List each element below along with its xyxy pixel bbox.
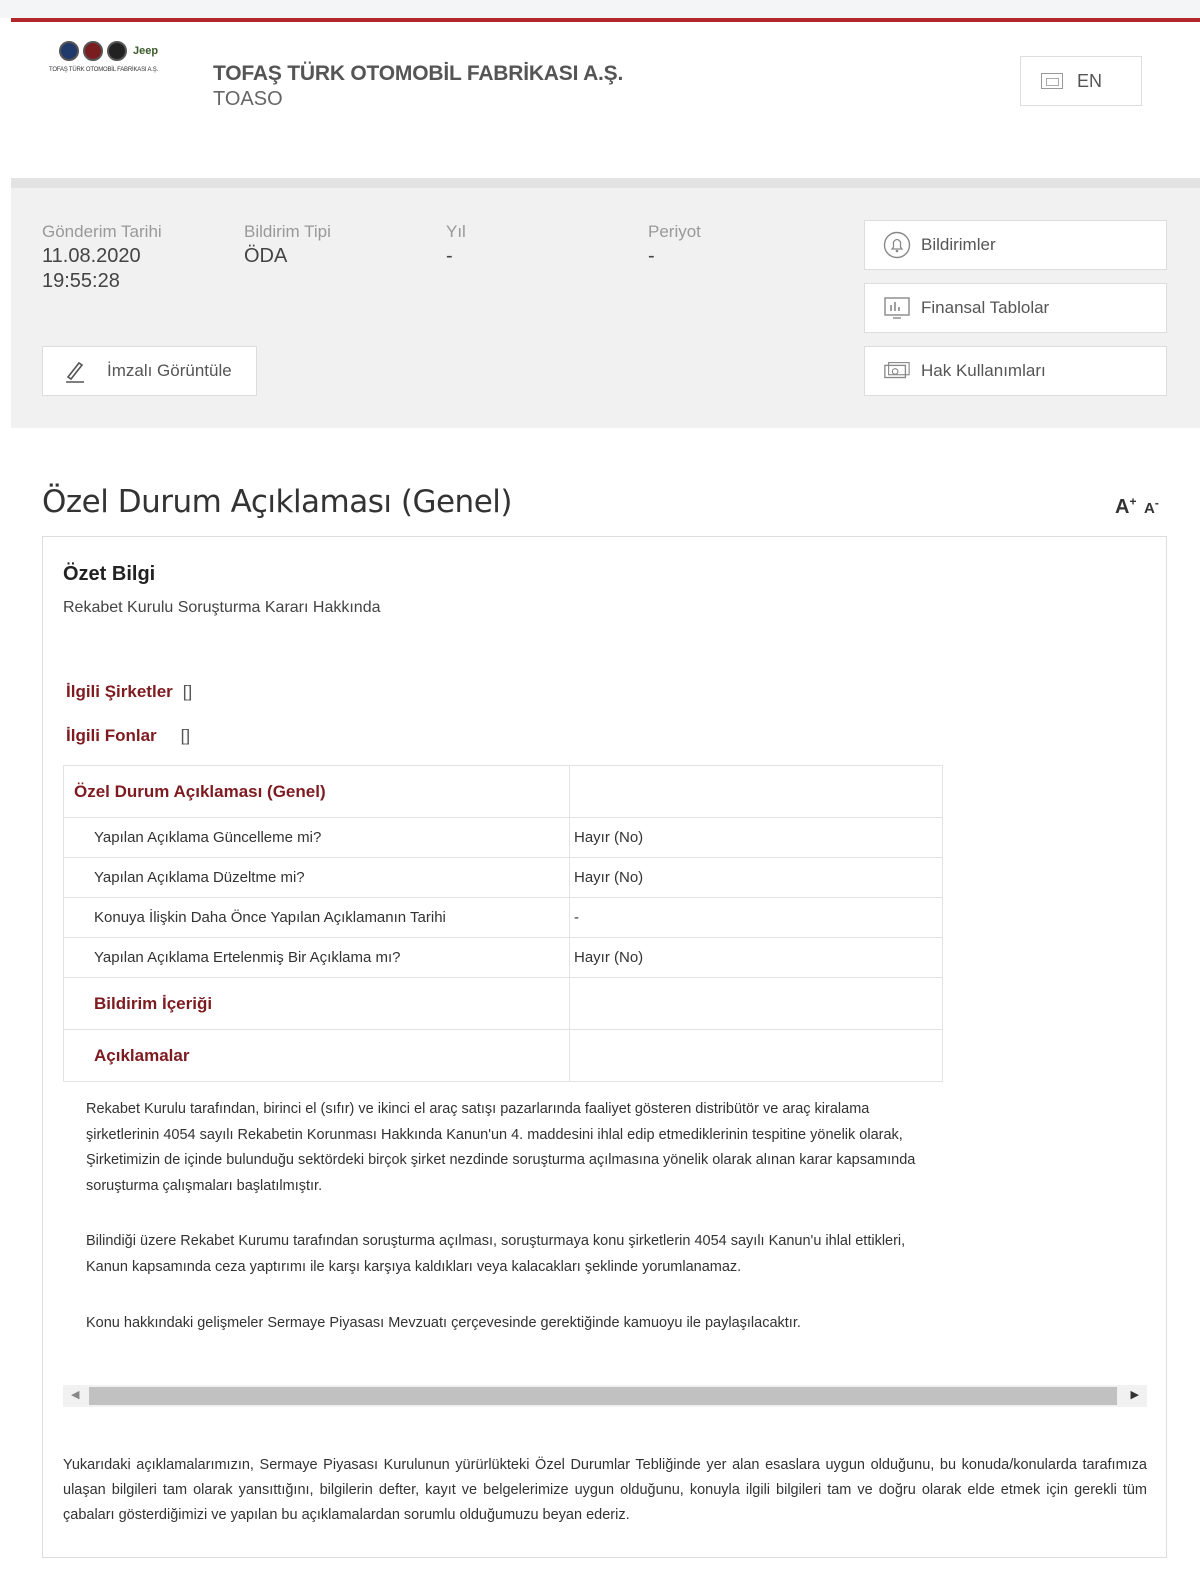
brand-logo-icon: [59, 41, 79, 61]
table-row: [64, 978, 943, 1030]
body-paragraph: Bilindiği üzere Rekabet Kurumu tarafından soruşturma açılması, soruşturmaya konu şirketlerin 4054 sayılı Kanun'u ihlal ettikleri, Kanun kapsamında ceza yaptırımı ile karşı karşıya kaldıkları veya kalacakları şeklinde yorumlanamaz.: [86, 1233, 906, 1275]
row-value: Hayır (No): [570, 818, 943, 858]
content-header: Bildirim İçeriği: [64, 978, 570, 1030]
row-label: Yapılan Açıklama Güncelleme mi?: [64, 818, 570, 858]
view-signed-button[interactable]: [42, 346, 257, 396]
view-signed-label: İmzalı Görüntüle: [107, 361, 232, 380]
explanations-header: Açıklamalar: [64, 1030, 570, 1082]
body-paragraph: Rekabet Kurulu tarafından, birinci el (sıfır) ve ikinci el araç satışı pazarlarında faaliyet gösteren distribütör ve araç kiralama şirketlerinin 4054 sayılı Rekabetin Korunması Hakkında Kanun'un 4. maddesini ihlal edip etmediklerinin tespitine yönelik olarak, Şirketimizin de içinde bulunduğu sektördeki birçok şirket nezdinde soruşturma açılmasına yönelik olarak alınan karar kapsamında soruşturma çalışmaları başlatılmıştır.: [86, 1101, 916, 1194]
send-date-label: Gönderim Tarihi: [42, 222, 162, 241]
disclosure-info-bar: [11, 178, 1200, 428]
row-value: -: [570, 898, 943, 938]
notification-type-label: Bildirim Tipi: [244, 222, 331, 241]
disclosure-card: [42, 536, 1167, 1558]
scroll-left-arrow-icon[interactable]: ◀: [71, 1389, 80, 1401]
pen-icon: [61, 358, 89, 384]
top-strip: [0, 0, 1200, 18]
jeep-logo-text: Jeep: [133, 45, 159, 57]
horizontal-scrollbar[interactable]: [63, 1385, 1147, 1407]
company-logo[interactable]: [49, 40, 179, 84]
company-name: TOFAŞ TÜRK OTOMOBİL FABRİKASI A.Ş.: [213, 62, 624, 85]
period-value: -: [648, 245, 655, 267]
table-row: [64, 898, 943, 938]
company-header: [11, 22, 1200, 178]
related-funds-value: []: [180, 726, 191, 745]
scroll-right-arrow-icon[interactable]: ▶: [1130, 1389, 1139, 1401]
font-decrease-button[interactable]: A-: [1144, 495, 1159, 517]
rights-usage-button[interactable]: [864, 346, 1167, 396]
period-field: [648, 222, 701, 269]
table-row: [64, 938, 943, 978]
table-cell: [570, 978, 943, 1030]
period-label: Periyot: [648, 222, 701, 241]
related-funds: [66, 726, 190, 746]
body-paragraph: Konu hakkındaki gelişmeler Sermaye Piyasası Mevzuatı çerçevesinde gerektiğinde kamuoyu ile paylaşılacaktır.: [86, 1315, 801, 1331]
brand-logo-icon: [107, 41, 127, 61]
language-button[interactable]: [1020, 56, 1142, 106]
send-date-field: [42, 222, 162, 294]
brand-logo-icon: [83, 41, 103, 61]
font-size-controls: [1115, 494, 1159, 519]
summary-heading: Özet Bilgi: [63, 563, 156, 585]
notification-type-value: ÖDA: [244, 245, 288, 267]
related-companies: [66, 682, 192, 702]
notification-type-field: [244, 222, 331, 269]
ticker-code: TOASO: [213, 88, 283, 110]
chart-icon: [883, 295, 911, 321]
rights-usage-label: Hak Kullanımları: [921, 361, 1046, 380]
financial-tables-label: Finansal Tablolar: [921, 298, 1050, 317]
notifications-label: Bildirimler: [921, 235, 996, 254]
row-value: Hayır (No): [570, 938, 943, 978]
year-field: [446, 222, 466, 269]
related-companies-value: []: [182, 682, 193, 701]
related-companies-label: İlgili Şirketler: [66, 682, 173, 701]
logo-caption: TOFAŞ TÜRK OTOMOBİL FABRİKASI A.Ş.: [49, 67, 159, 73]
font-increase-button[interactable]: A+: [1115, 494, 1137, 518]
related-funds-label: İlgili Fonlar: [66, 726, 157, 745]
year-value: -: [446, 245, 453, 267]
row-label: Yapılan Açıklama Düzeltme mi?: [64, 858, 570, 898]
table-row: [64, 858, 943, 898]
brand-logos: [59, 40, 158, 62]
table-cell: [570, 1030, 943, 1082]
table-header: Özel Durum Açıklaması (Genel): [64, 766, 570, 818]
language-label: EN: [1077, 70, 1103, 91]
send-time-value: 19:55:28: [42, 270, 120, 292]
disclosure-table: [63, 765, 943, 1082]
disclaimer-text: Yukarıdaki açıklamalarımızın, Sermaye Piyasası Kurulunun yürürlükteki Özel Durumlar Tebliğinde yer alan esaslara uygun olduğunu, bu konuda/konularda tarafımıza ulaşan bilgileri tam olarak yansıttığını, bilgilerin defter, kayıt ve belgelerimize uygun olduğunu, konuyla ilgili bilgileri tam ve doğru olarak elde etmek için gerekli tüm çabaları gösterdiğimizi ve yapılan bu açıklamalardan sorumlu olduğumuzu beyan ederiz.: [63, 1457, 1147, 1523]
table-cell: [570, 766, 943, 818]
bell-icon: [883, 232, 911, 258]
summary-text: Rekabet Kurulu Soruşturma Kararı Hakkında: [63, 599, 381, 616]
table-header-row: [64, 766, 943, 818]
row-value: Hayır (No): [570, 858, 943, 898]
row-label: Konuya İlişkin Daha Önce Yapılan Açıklamanın Tarihi: [64, 898, 570, 938]
row-label: Yapılan Açıklama Ertelenmiş Bir Açıklama mı?: [64, 938, 570, 978]
table-row: [64, 1030, 943, 1082]
financial-tables-button[interactable]: [864, 283, 1167, 333]
table-row: [64, 818, 943, 858]
send-date-value: 11.08.2020: [42, 245, 141, 267]
year-label: Yıl: [446, 222, 466, 241]
money-icon: [883, 358, 911, 384]
company-title-block: [213, 62, 623, 111]
notifications-button[interactable]: [864, 220, 1167, 270]
language-flag-icon: [1041, 73, 1063, 89]
page-title: Özel Durum Açıklaması (Genel): [42, 484, 512, 520]
scrollbar-thumb[interactable]: [89, 1387, 1117, 1405]
